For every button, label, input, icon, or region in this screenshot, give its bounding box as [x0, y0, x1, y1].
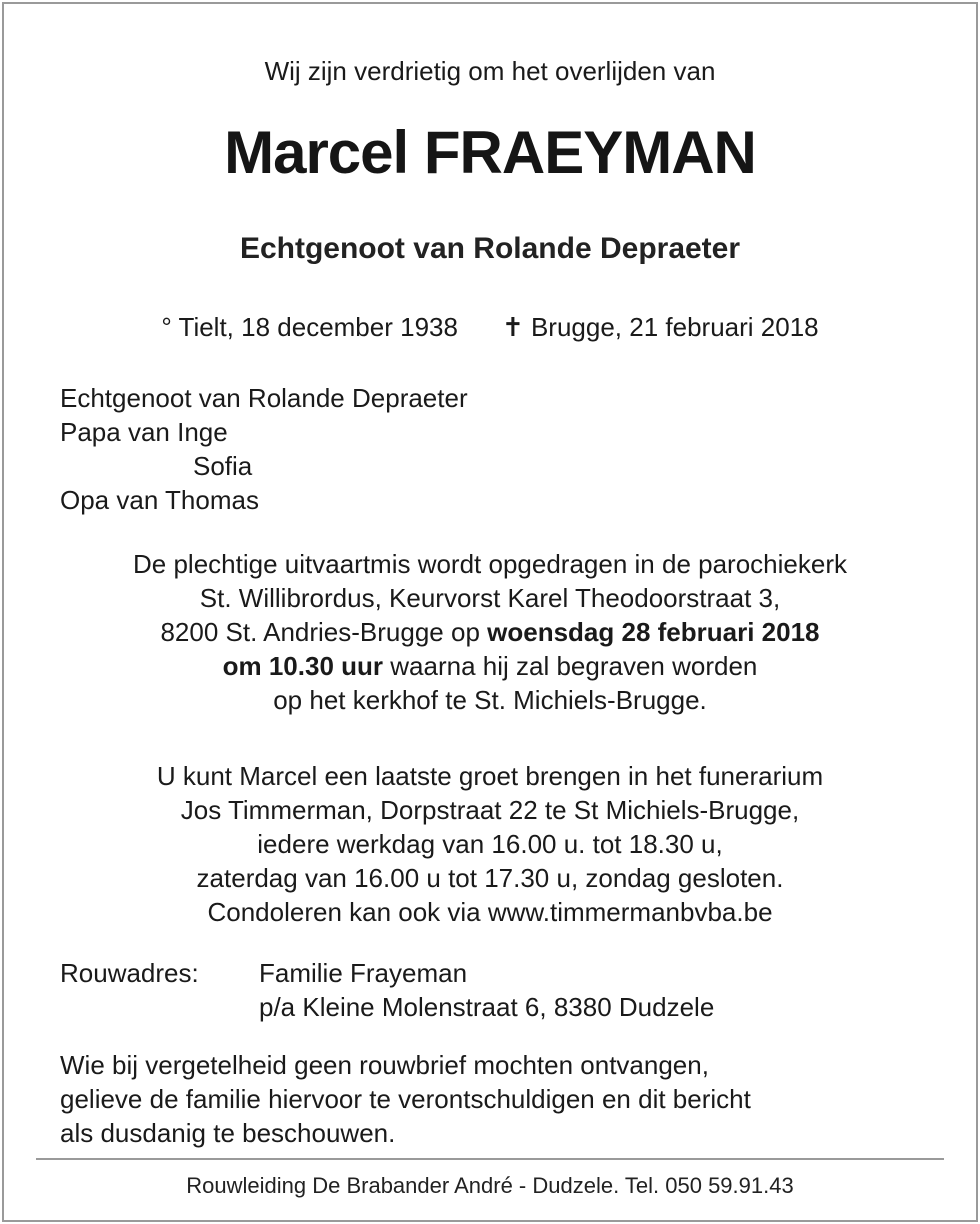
apology-note — [60, 1048, 751, 1150]
family-line: Opa van Thomas — [60, 485, 259, 515]
visit-line: iedere werkdag van 16.00 u. tot 18.30 u, — [257, 829, 723, 859]
mass-line — [0, 615, 980, 649]
address-label: Rouwadres: — [60, 958, 199, 988]
mass-text: 8200 St. Andries-Brugge op — [160, 617, 488, 647]
address-value — [259, 956, 714, 1024]
funeral-director-footer: Rouwleiding De Brabander André - Dudzele. Tel. 050 59.91.43 — [186, 1173, 794, 1198]
family-line: Sofia — [193, 451, 253, 481]
note-line: gelieve de familie hiervoor te verontschuldigen en dit bericht — [60, 1084, 751, 1114]
visit-line: Jos Timmerman, Dorpstraat 22 te St Michiels-Brugge, — [180, 795, 800, 825]
note-line: Wie bij vergetelheid geen rouwbrief mochten ontvangen, — [60, 1050, 709, 1080]
visit-line: zaterdag van 16.00 u tot 17.30 u, zondag gesloten. — [196, 863, 784, 893]
spouse-subtitle: Echtgenoot van Rolande Depraeter — [239, 232, 741, 265]
mass-line: St. Willibrordus, Keurvorst Karel Theodoorstraat 3, — [199, 583, 781, 613]
dates-line — [0, 310, 980, 344]
family-line: Papa van Inge — [60, 417, 228, 447]
mass-line: op het kerkhof te St. Michiels-Brugge. — [273, 685, 707, 715]
address-line: Familie Frayeman — [259, 958, 468, 988]
footer-divider — [36, 1158, 944, 1160]
visit-line: Condoleren kan ook via www.timmermanbvba.be — [207, 897, 773, 927]
family-list — [60, 381, 468, 517]
death-info: ✝ Brugge, 21 februari 2018 — [501, 312, 819, 342]
visit-line: U kunt Marcel een laatste groet brengen in het funerarium — [156, 761, 824, 791]
funeral-mass-info — [0, 547, 980, 717]
family-line: Echtgenoot van Rolande Depraeter — [60, 383, 468, 413]
address-line: p/a Kleine Molenstraat 6, 8380 Dudzele — [259, 992, 715, 1022]
mass-text: waarna hij zal begraven worden — [383, 651, 758, 681]
mass-line: De plechtige uitvaartmis wordt opgedragen in de parochiekerk — [133, 549, 847, 579]
mass-time: om 10.30 uur — [222, 651, 384, 681]
intro-text: Wij zijn verdrietig om het overlijden van — [264, 56, 716, 86]
deceased-name: Marcel FRAEYMAN — [224, 119, 756, 186]
mass-date: woensdag 28 februari 2018 — [487, 617, 820, 647]
birth-info: ° Tielt, 18 december 1938 — [161, 312, 458, 342]
mass-line — [0, 649, 980, 683]
note-line: als dusdanig te beschouwen. — [60, 1118, 396, 1148]
visitation-info — [0, 759, 980, 929]
